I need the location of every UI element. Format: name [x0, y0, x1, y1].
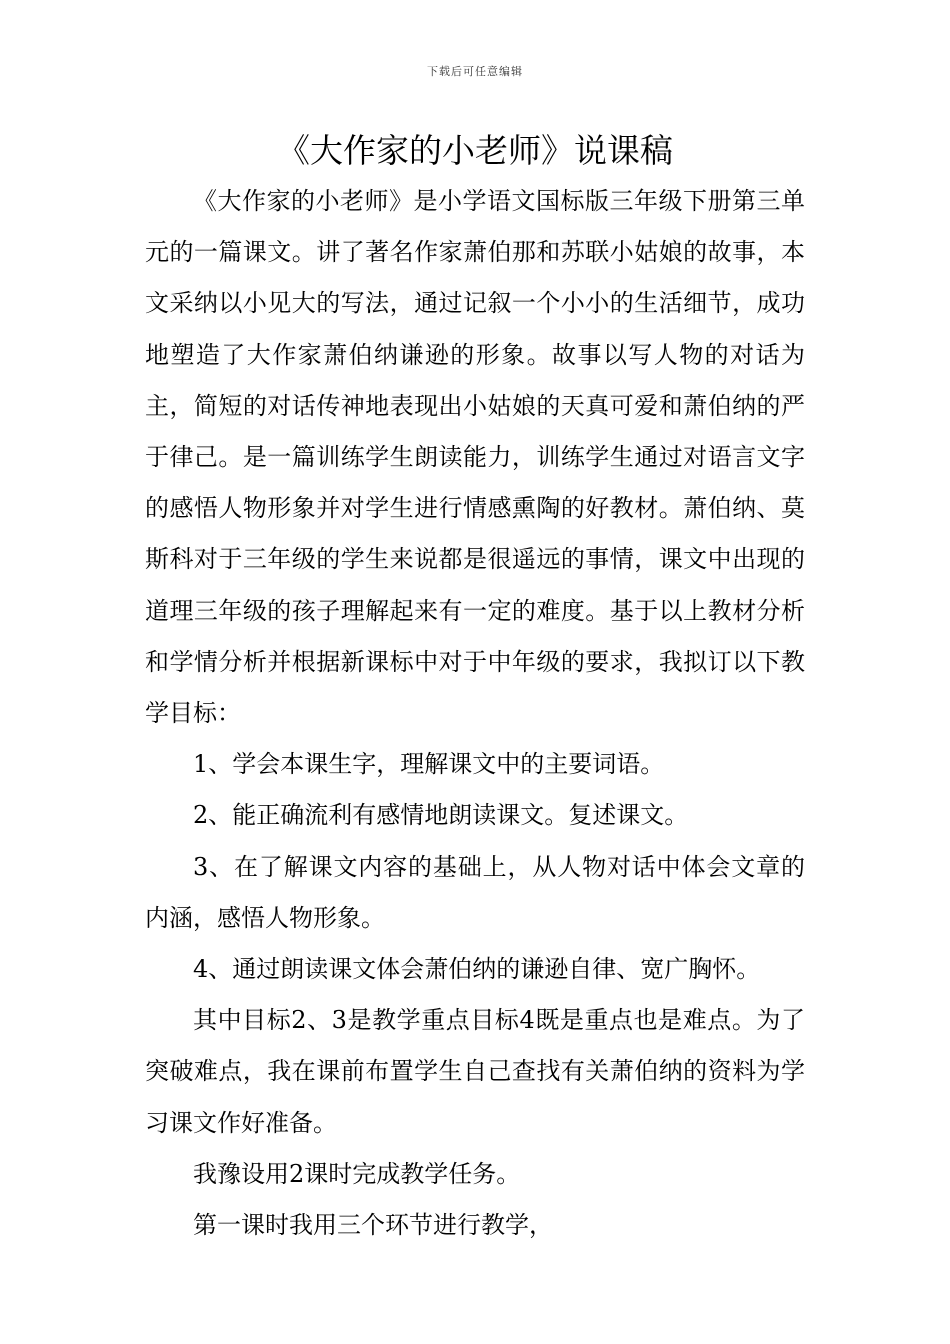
paragraph-goal-2: 2、能正确流利有感情地朗读课文。复述课文。 [193, 801, 689, 830]
paragraph-schedule: 我豫设用2课时完成教学任务。 [193, 1159, 521, 1188]
header-note: 下载后可任意编辑 [427, 65, 523, 78]
document-title: 《大作家的小老师》说课稿 [277, 131, 673, 170]
paragraph-goal-1: 1、学会本课生字，理解课文中的主要词语。 [193, 750, 665, 779]
paragraph-goal-4: 4、通过朗读课文体会萧伯纳的谦逊自律、宽广胸怀。 [193, 955, 761, 984]
document-body [145, 176, 805, 1251]
paragraph-first-lesson: 第一课时我用三个环节进行教学， [193, 1211, 553, 1240]
paragraph-key-points: 其中目标2、3是教学重点目标4既是重点也是难点。为了突破难点，我在课前布置学生自己查找有关萧伯纳的资料为学习课文作好准备。 [145, 1006, 805, 1137]
paragraph-intro: 《大作家的小老师》是小学语文国标版三年级下册第三单元的一篇课文。讲了著名作家萧伯那和苏联小姑娘的故事，本文采纳以小见大的写法，通过记叙一个小小的生活细节，成功地塑造了大作家萧伯纳谦逊的形象。故事以写人物的对话为主，简短的对话传神地表现出小姑娘的天真可爱和萧伯纳的严于律己。是一篇训练学生朗读能力，训练学生通过对语言文字的感悟人物形象并对学生进行情感熏陶的好教材。萧伯纳、莫斯科对于三年级的学生来说都是很遥远的事情，课文中出现的道理三年级的孩子理解起来有一定的难度。基于以上教材分析和学情分析并根据新课标中对于中年级的要求，我拟订以下教学目标： [145, 187, 805, 728]
paragraph-goal-3: 3、在了解课文内容的基础上，从人物对话中体会文章的内涵，感悟人物形象。 [145, 852, 805, 932]
